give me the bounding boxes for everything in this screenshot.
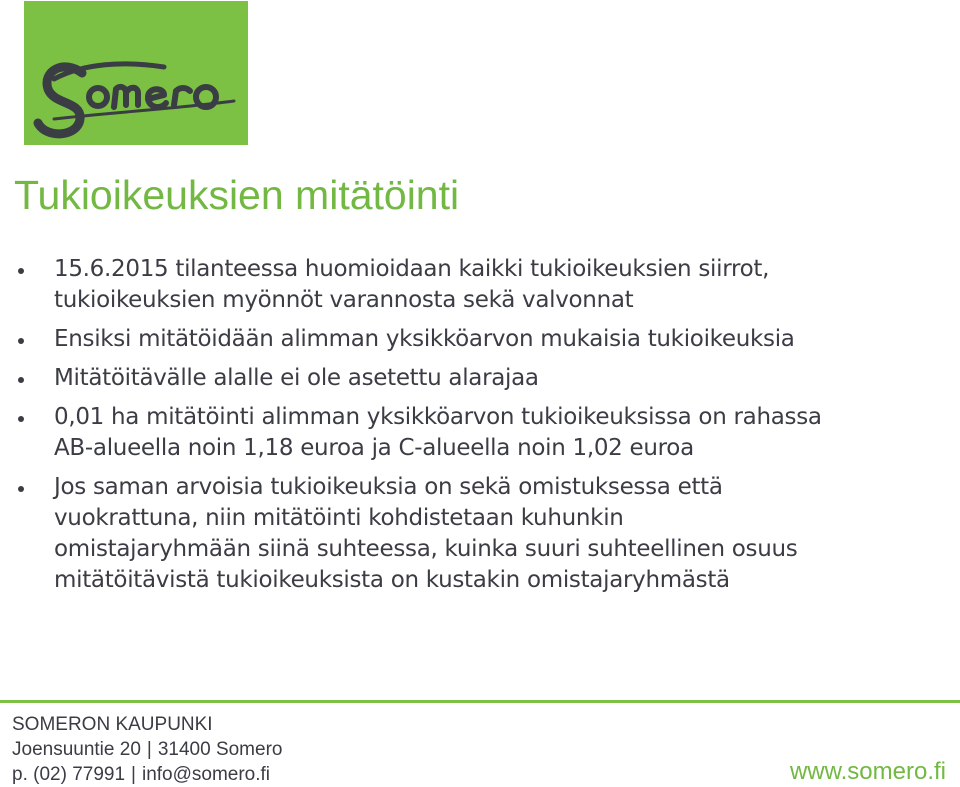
bullet-line: omistajaryhmään siinä suhteessa, kuinka suuri suhteellinen osuus — [54, 536, 798, 562]
footer-divider — [0, 700, 960, 703]
bullet-dot-icon — [18, 268, 24, 274]
bullet-dot-icon — [18, 486, 24, 492]
footer-phone: p. (02) 77991 — [12, 764, 126, 785]
bullet-line: tukioikeuksien myönnöt varannosta sekä valvonnat — [54, 287, 634, 313]
somero-logo — [24, 1, 248, 145]
bullet-line: 0,01 ha mitätöinti alimman yksikköarvon tukioikeuksissa on rahassa — [54, 404, 822, 430]
footer-email[interactable]: info@somero.fi — [141, 764, 271, 785]
footer-separator: | — [131, 764, 136, 785]
bullet-line: AB-alueella noin 1,18 euroa ja C-alueella noin 1,02 euroa — [54, 435, 694, 461]
footer-website-link[interactable]: www.somero.fi — [789, 758, 946, 785]
bullet-line: Mitätöitävälle alalle ei ole asetettu alarajaa — [54, 365, 539, 391]
bullet-item — [0, 254, 960, 316]
bullet-line: vuokrattuna, niin mitätöinti kohdistetaan kuhunkin — [54, 505, 624, 531]
footer-postal: 31400 Somero — [157, 739, 283, 760]
bullet-line: 15.6.2015 tilanteessa huomioidaan kaikki tukioikeuksien siirrot, — [54, 256, 770, 282]
bullet-list — [0, 254, 960, 604]
bullet-item — [0, 472, 960, 596]
bullet-item — [0, 324, 960, 355]
footer-street: Joensuuntie 20 — [12, 739, 141, 760]
somero-logo-mark — [24, 1, 248, 145]
bullet-line: Jos saman arvoisia tukioikeuksia on sekä omistuksessa että — [54, 474, 723, 500]
bullet-line: mitätöitävistä tukioikeuksista on kustakin omistajaryhmästä — [54, 567, 730, 593]
bullet-item — [0, 363, 960, 394]
bullet-item — [0, 402, 960, 464]
footer-address — [12, 737, 282, 762]
footer-separator: | — [146, 739, 152, 760]
bullet-line: Ensiksi mitätöidään alimman yksikköarvon mukaisia tukioikeuksia — [54, 326, 795, 352]
bullet-dot-icon — [18, 338, 24, 344]
bullet-dot-icon — [18, 377, 24, 383]
page-title: Tukioikeuksien mitätöinti — [14, 172, 460, 218]
bullet-dot-icon — [18, 416, 24, 422]
footer-org-name: SOMERON KAUPUNKI — [12, 714, 213, 735]
footer-contact-line — [12, 762, 282, 787]
footer-contact — [12, 712, 282, 787]
